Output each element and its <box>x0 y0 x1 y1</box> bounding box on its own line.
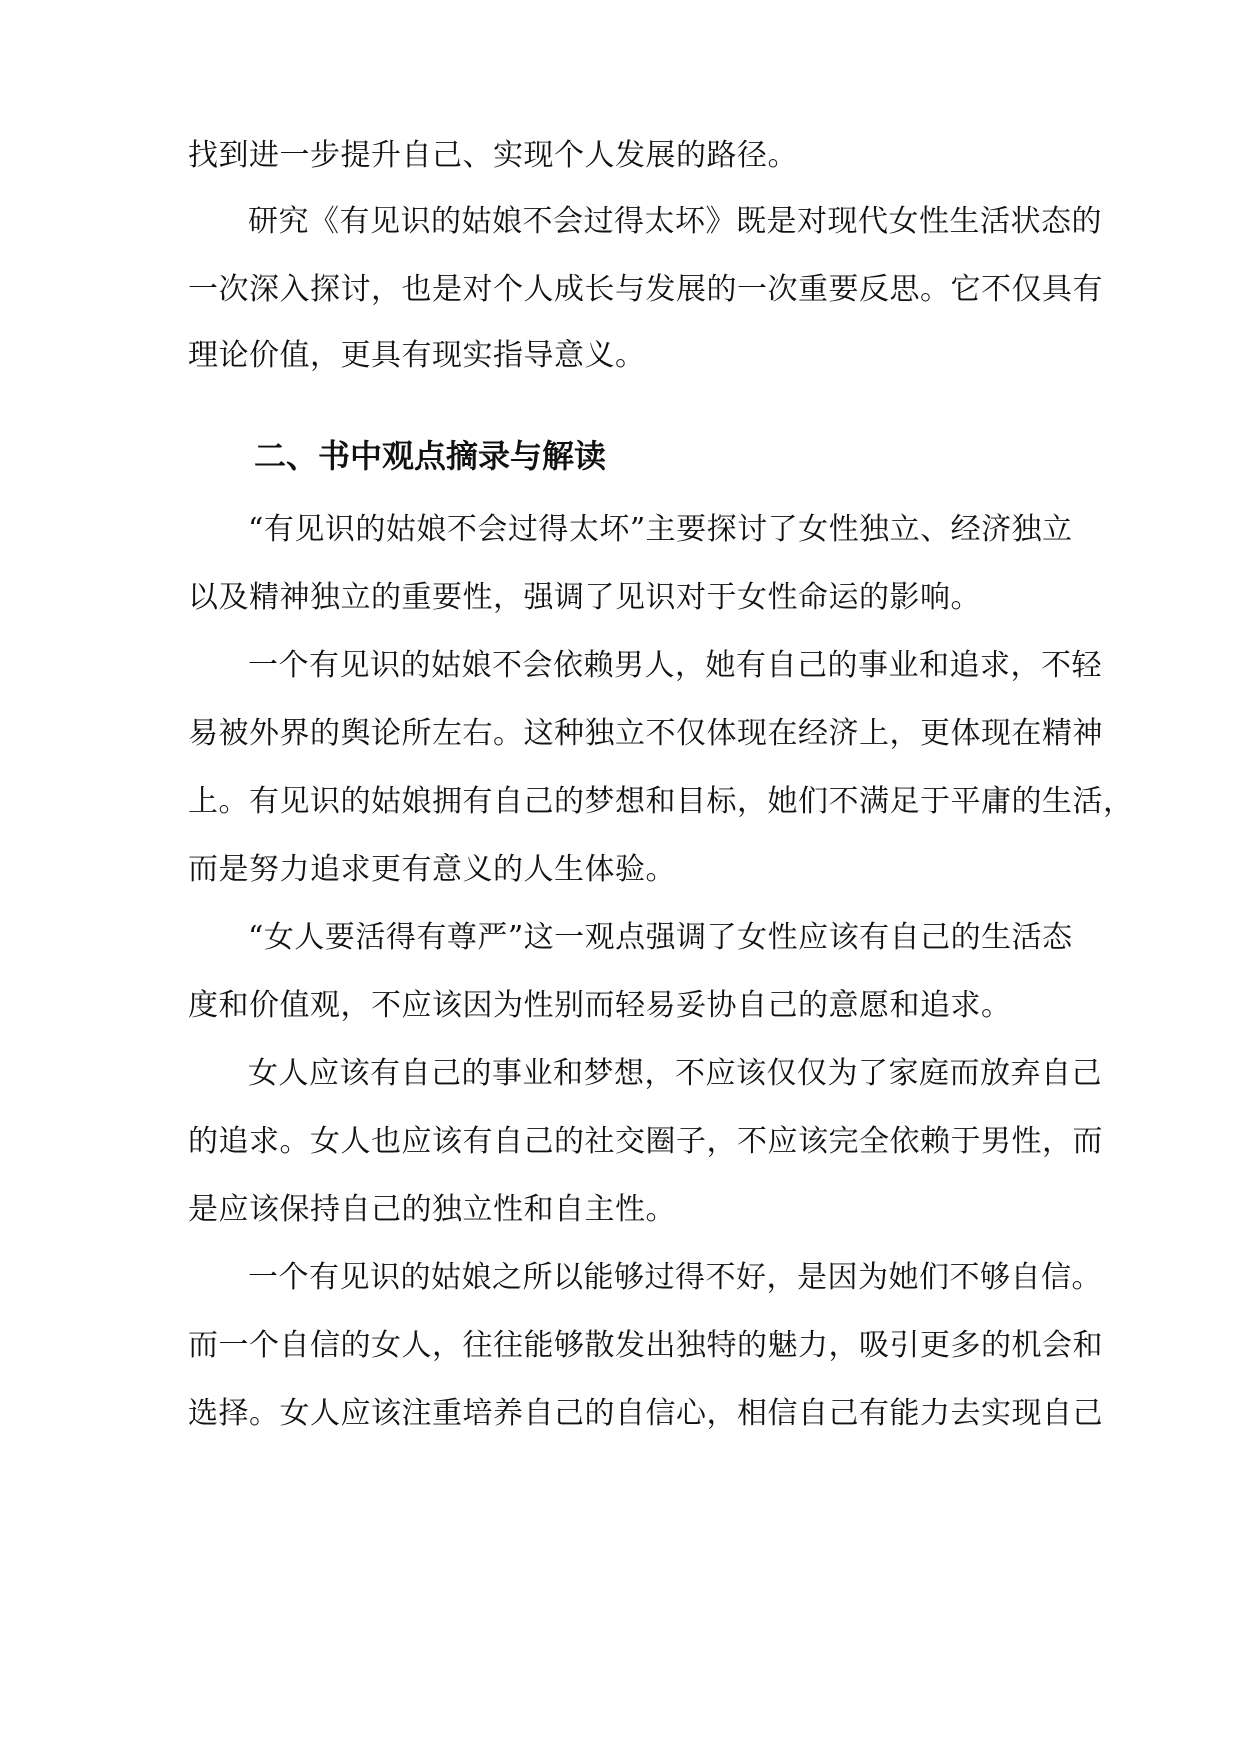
paragraph-line: 找到进一步提升自己、实现个人发展的路径。 <box>188 138 798 173</box>
paragraph-line: “有见识的姑娘不会过得太坏”主要探讨了女性独立、经济独立 <box>248 512 1073 547</box>
paragraph-line: 易被外界的舆论所左右。这种独立不仅体现在经济上，更体现在精神 <box>188 716 1103 751</box>
paragraph-line: 一个有见识的姑娘不会依赖男人，她有自己的事业和追求，不轻 <box>248 648 1102 683</box>
paragraph-line: 一次深入探讨，也是对个人成长与发展的一次重要反思。它不仅具有 <box>188 272 1103 307</box>
paragraph-line: 的追求。女人也应该有自己的社交圈子，不应该完全依赖于男性，而 <box>188 1124 1103 1159</box>
paragraph-line: 上。有见识的姑娘拥有自己的梦想和目标，她们不满足于平庸的生活， <box>188 784 1134 819</box>
paragraph-line: “女人要活得有尊严”这一观点强调了女性应该有自己的生活态 <box>248 920 1073 955</box>
paragraph-line: 而是努力追求更有意义的人生体验。 <box>188 852 676 887</box>
paragraph-line: 是应该保持自己的独立性和自主性。 <box>188 1192 676 1227</box>
paragraph-line: 而一个自信的女人，往往能够散发出独特的魅力，吸引更多的机会和 <box>188 1328 1103 1363</box>
paragraph-line: 研究《有见识的姑娘不会过得太坏》既是对现代女性生活状态的 <box>248 204 1102 239</box>
paragraph-line: 度和价值观，不应该因为性别而轻易妥协自己的意愿和追求。 <box>188 988 1012 1023</box>
paragraph-line: 一个有见识的姑娘之所以能够过得不好，是因为她们不够自信。 <box>248 1260 1102 1295</box>
paragraph-line: 选择。女人应该注重培养自己的自信心，相信自己有能力去实现自己 <box>188 1396 1103 1431</box>
paragraph-line: 女人应该有自己的事业和梦想，不应该仅仅为了家庭而放弃自己 <box>248 1056 1102 1091</box>
section-heading: 二、书中观点摘录与解读 <box>254 437 607 475</box>
paragraph-line: 以及精神独立的重要性，强调了见识对于女性命运的影响。 <box>188 580 981 615</box>
paragraph-line: 理论价值，更具有现实指导意义。 <box>188 338 646 373</box>
